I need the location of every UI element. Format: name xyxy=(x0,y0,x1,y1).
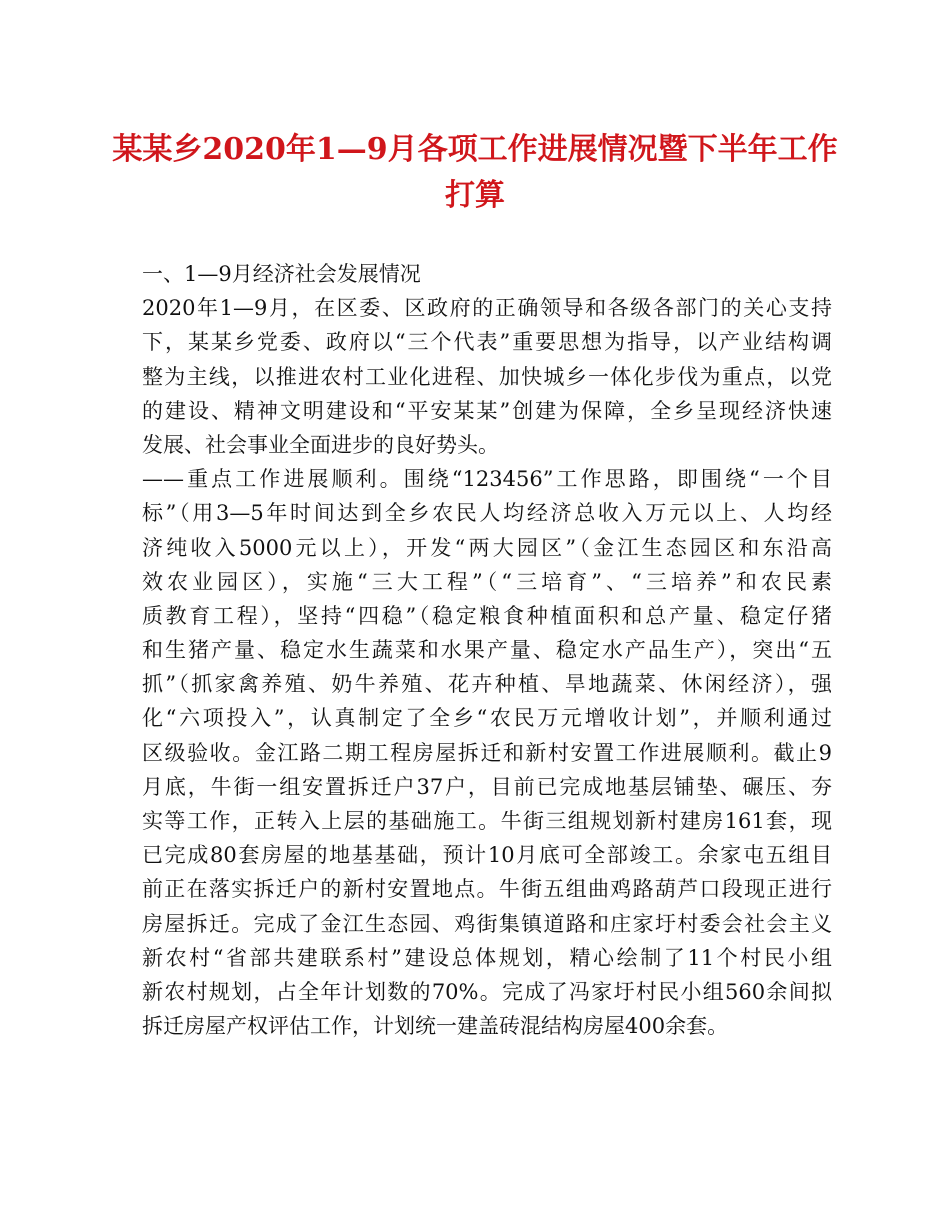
paragraph-2-line: 新农村规划，占全年计划数的70%。完成了冯家圩村民小组560余间拟 xyxy=(142,979,832,1004)
paragraph-2-line: 质教育工程），坚持“四稳”（稳定粮食种植面积和总产量、稳定仔猪 xyxy=(142,603,832,628)
paragraph-2-line: 化“六项投入”，认真制定了全乡“农民万元增收计划”，并顺利通过 xyxy=(142,706,832,731)
document-body xyxy=(142,257,832,1043)
paragraph-1-line: 下，某某乡党委、政府以“三个代表”重要思想为指导，以产业结构调 xyxy=(142,330,832,355)
paragraph-2-line: 标”（用3—5年时间达到全乡农民人均经济总收入万元以上、人均经 xyxy=(142,501,832,526)
document-title-line-1: 某某乡2020年1—9月各项工作进展情况暨下半年工作 xyxy=(112,132,838,167)
paragraph-2-line: 新农村“省部共建联系村”建设总体规划，精心绘制了11个村民小组 xyxy=(142,945,832,970)
paragraph-2-line: 前正在落实拆迁户的新村安置地点。牛街五组曲鸡路葫芦口段现正进行 xyxy=(142,877,832,902)
paragraph-1-line: 2020年1—9月，在区委、区政府的正确领导和各级各部门的关心支持 xyxy=(142,296,832,321)
section-heading: 一、1—9月经济社会发展情况 xyxy=(142,262,421,286)
paragraph-2-line: 月底，牛街一组安置拆迁户37户，目前已完成地基层铺垫、碾压、夯 xyxy=(142,774,832,799)
paragraph-2-line: 实等工作，正转入上层的基础施工。牛街三组规划新村建房161套，现 xyxy=(142,809,832,833)
paragraph-1-line: 的建设、精神文明建设和“平安某某”创建为保障，全乡呈现经济快速 xyxy=(142,398,832,423)
paragraph-1-line: 整为主线，以推进农村工业化进程、加快城乡一体化步伐为重点，以党 xyxy=(142,364,832,389)
paragraph-2-line: 和生猪产量、稳定水生蔬菜和水果产量、稳定水产品生产），突出“五 xyxy=(142,638,832,663)
paragraph-1-line: 发展、社会事业全面进步的良好势头。 xyxy=(142,432,499,457)
paragraph-2-line: 拆迁房屋产权评估工作，计划统一建盖砖混结构房屋400余套。 xyxy=(142,1014,729,1039)
paragraph-2-line: 济纯收入5000元以上），开发“两大园区”（金江生态园区和东沿高 xyxy=(142,535,832,560)
paragraph-2-line: 房屋拆迁。完成了金江生态园、鸡街集镇道路和庄家圩村委会社会主义 xyxy=(142,911,832,936)
document-title-line-2: 打算 xyxy=(445,178,505,213)
paragraph-2-line: 已完成80套房屋的地基基础，预计10月底可全部竣工。余家屯五组目 xyxy=(142,843,832,868)
paragraph-2-line: 区级验收。金江路二期工程房屋拆迁和新村安置工作进展顺利。截止9 xyxy=(142,740,832,765)
paragraph-2-line: ——重点工作进展顺利。围绕“123456”工作思路，即围绕“一个目 xyxy=(142,467,832,492)
paragraph-2 xyxy=(142,462,832,1043)
paragraph-2-line: 抓”（抓家禽养殖、奶牛养殖、花卉种植、旱地蔬菜、休闲经济），强 xyxy=(142,672,832,697)
paragraph-1 xyxy=(142,291,832,462)
paragraph-2-line: 效农业园区），实施“三大工程”（“三培育”、“三培养”和农民素 xyxy=(142,569,832,594)
